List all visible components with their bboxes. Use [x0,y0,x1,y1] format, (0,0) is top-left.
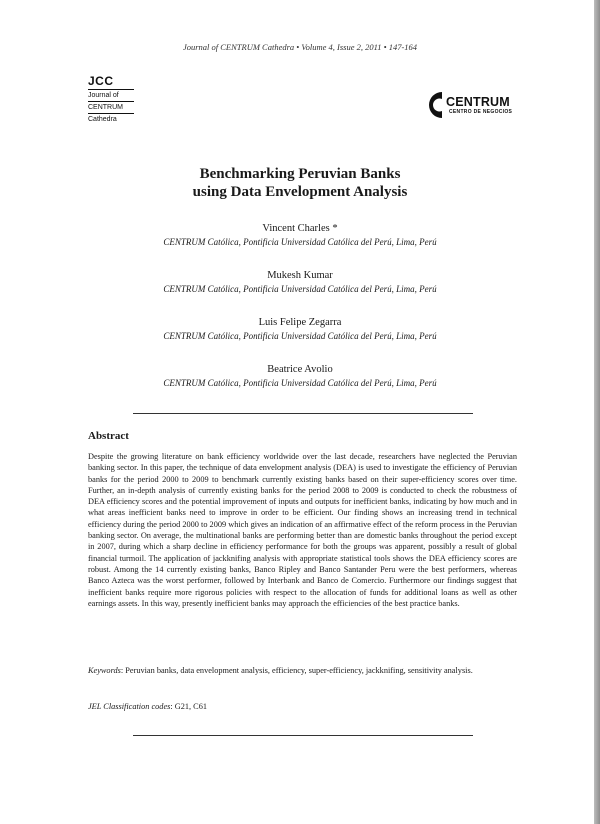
author-block [0,269,600,296]
jcc-logo-line2: CENTRUM [88,104,123,111]
centrum-logo-subtitle: CENTRO DE NEGOCIOS [449,109,513,115]
jel-codes [88,701,517,712]
author-block [0,316,600,343]
page-edge-shadow [594,0,600,824]
author-name: Luis Felipe Zegarra [258,317,342,328]
jcc-logo-rule [88,89,134,90]
jcc-logo-rule [88,113,134,114]
divider-bottom [133,735,473,736]
running-head: Journal of CENTRUM Cathedra • Volume 4, Issue 2, 2011 • 147-164 [182,42,418,52]
author-affiliation: CENTRUM Católica, Pontificia Universidad Católica del Perú, Lima, Perú [163,284,437,294]
centrum-logo [420,88,530,122]
divider-top [133,413,473,414]
jel-label: JEL Classification codes [88,702,171,711]
article-title [0,165,600,201]
author-name: Mukesh Kumar [267,270,333,281]
article-title-line1: Benchmarking Peruvian Banks [199,166,401,182]
author-block [0,363,600,390]
abstract-heading: Abstract [88,430,129,442]
author-affiliation: CENTRUM Católica, Pontificia Universidad Católica del Perú, Lima, Perú [163,378,437,388]
jcc-logo [88,74,134,124]
abstract-text: Despite the growing literature on bank efficiency worldwide over the last decade, researchers have neglected the Peruvian banking sector. In this paper, the technique of data envelopment analysis (DEA) is used to investigate the efficiency of Peruvian banks for the period 2000 to 2009 to benchmark currently existing banks based on their super-efficiency scores over time. Further, an in-depth analysis of currently existing banks for the period 2008 to 2009 is conducted to check the robustness of DEA efficiency scores and the potential improvement of inputs and outputs for inefficient banks, indicating by how much and in what areas inefficient banks need to improve in order to be efficient. Our finding shows an increasing trend in technical efficiency during the period 2000 to 2009 which gives an indication of an affirmative effect of the reform process in the Peruvian banking sector. On average, the multinational banks are performing better than are domestic banks throughout the period except in 2007, during which a sharp decline in efficiency performance for both the groups was apparent, possibly a result of global financial turmoil. The application of jackknifing analysis with appropriate statistical tools shows the DEA efficiency scores are robust. Among the 14 currently existing banks, Banco Ripley and Banco Santander Peru were the best performers, whereas Banco Azteca was the worst performer, followed by Interbank and Banco de Comercio. Furthermore our findings suggest that inefficient banks require more rigorous policies with respect to the allocation of funds for additional loans as well as other earnings assets. In this way, presently inefficient banks may approach the efficiencies of the best practice banks. [88,452,517,608]
keywords [88,665,517,676]
author-block [0,222,600,249]
jcc-logo-abbr: JCC [88,74,114,88]
jcc-logo-line3: Cathedra [88,116,117,123]
jcc-logo-line1: Journal of [88,92,119,99]
keywords-text: : Peruvian banks, data envelopment analysis, efficiency, super-efficiency, jackknifing, sensitivity analysis. [120,666,473,675]
author-name: Beatrice Avolio [267,364,333,375]
jel-text: : G21, C61 [170,702,208,711]
author-name: Vincent Charles * [262,223,338,234]
jcc-logo-rule [88,101,134,102]
author-affiliation: CENTRUM Católica, Pontificia Universidad Católica del Perú, Lima, Perú [163,237,437,247]
article-title-line2: using Data Envelopment Analysis [192,184,408,200]
author-affiliation: CENTRUM Católica, Pontificia Universidad Católica del Perú, Lima, Perú [163,331,437,341]
keywords-label: Keywords [88,666,121,675]
centrum-logo-name: CENTRUM [446,95,510,109]
